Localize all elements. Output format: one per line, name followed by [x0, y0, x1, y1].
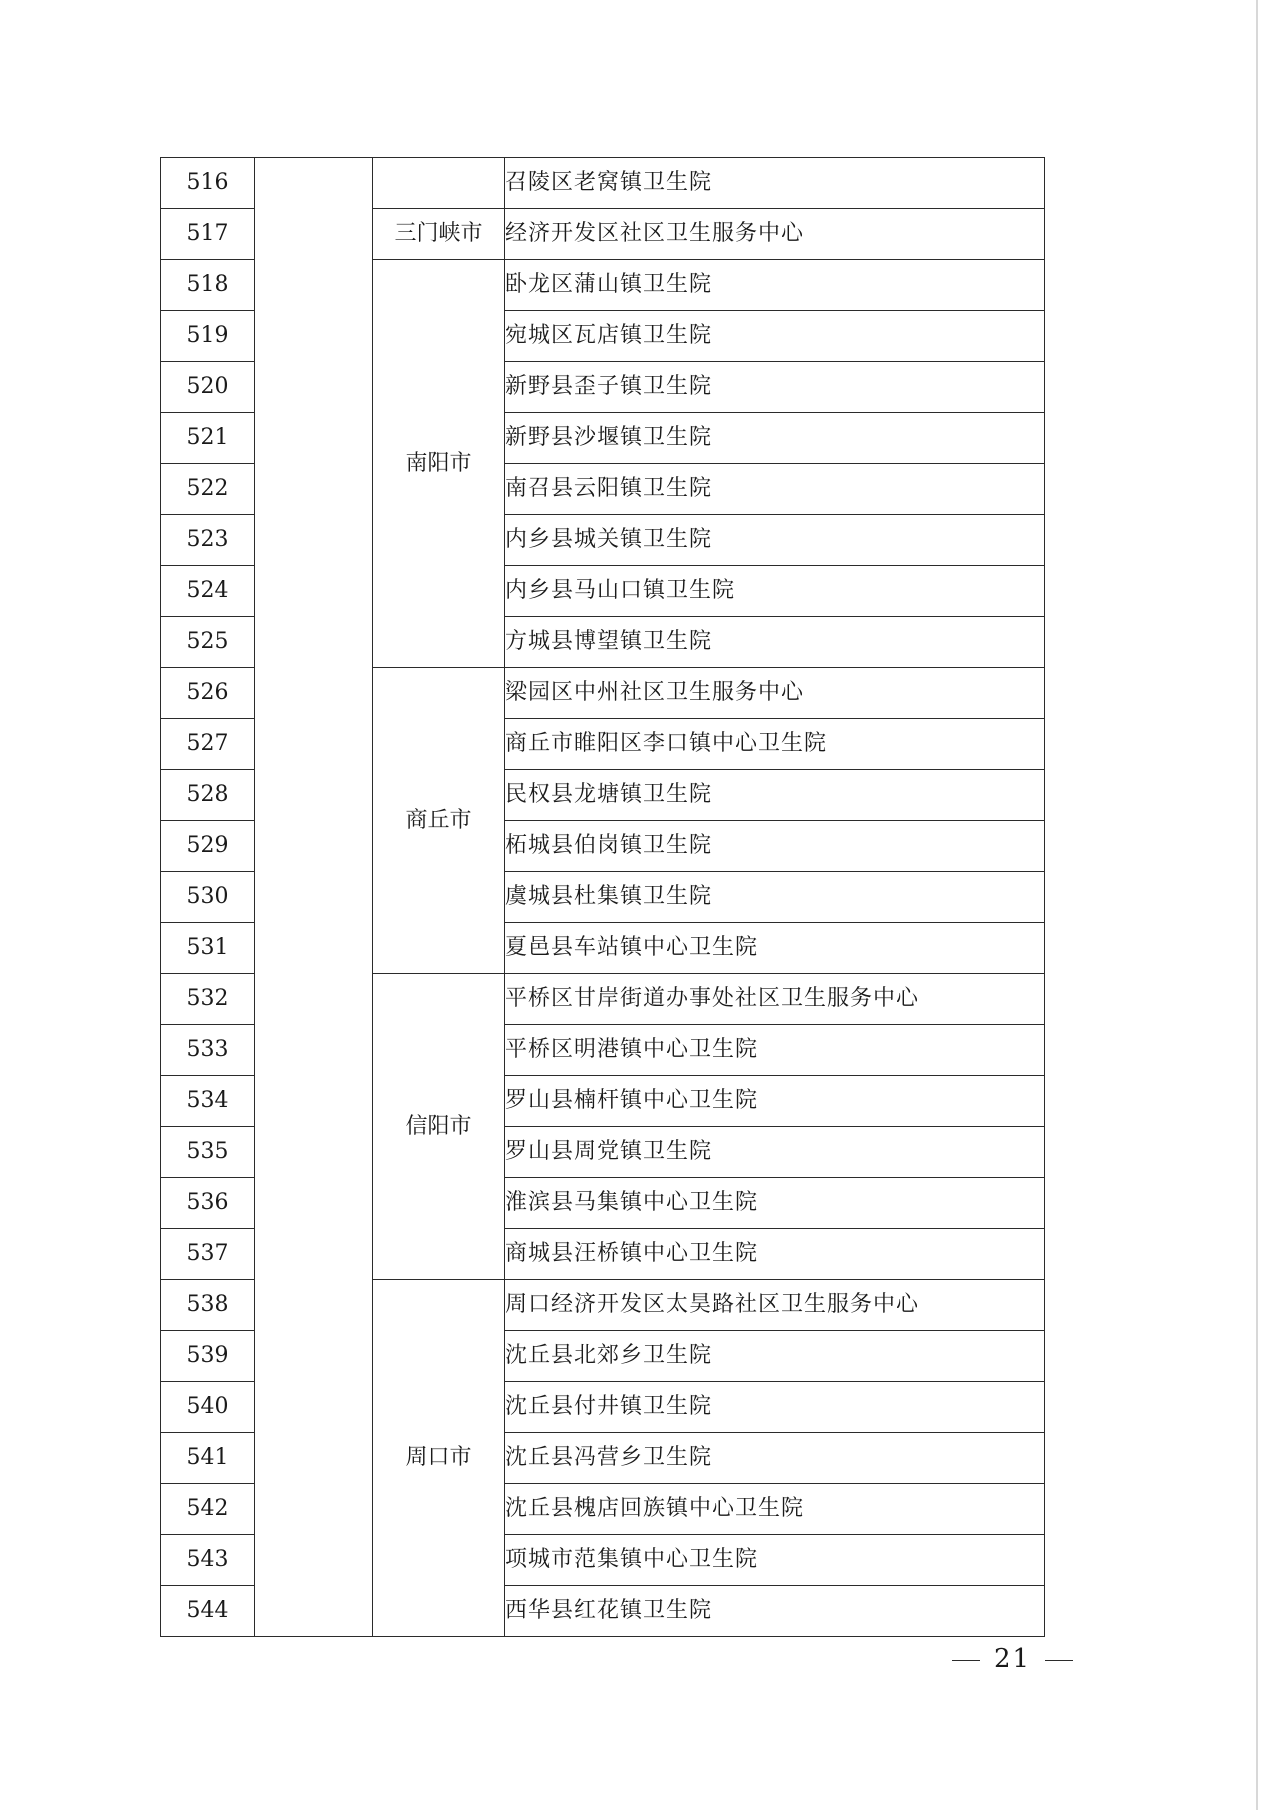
city-cell: 周口市 [373, 1280, 505, 1637]
institution-name: 淮滨县马集镇中心卫生院 [505, 1178, 1045, 1229]
city-cell: 南阳市 [373, 260, 505, 668]
row-number: 539 [161, 1331, 255, 1382]
institution-name: 南召县云阳镇卫生院 [505, 464, 1045, 515]
province-cell [255, 158, 373, 1637]
row-number: 524 [161, 566, 255, 617]
institution-name: 平桥区甘岸街道办事处社区卫生服务中心 [505, 974, 1045, 1025]
institution-name: 沈丘县北郊乡卫生院 [505, 1331, 1045, 1382]
page-edge [1256, 0, 1258, 1810]
table-row [161, 158, 1045, 209]
institution-name: 虞城县杜集镇卫生院 [505, 872, 1045, 923]
row-number: 517 [161, 209, 255, 260]
row-number: 536 [161, 1178, 255, 1229]
row-number: 525 [161, 617, 255, 668]
row-number: 542 [161, 1484, 255, 1535]
row-number: 544 [161, 1586, 255, 1637]
institution-name: 召陵区老窝镇卫生院 [505, 158, 1045, 209]
row-number: 523 [161, 515, 255, 566]
row-number: 526 [161, 668, 255, 719]
row-number: 527 [161, 719, 255, 770]
institution-name: 内乡县城关镇卫生院 [505, 515, 1045, 566]
institution-name: 项城市范集镇中心卫生院 [505, 1535, 1045, 1586]
institution-name: 平桥区明港镇中心卫生院 [505, 1025, 1045, 1076]
row-number: 537 [161, 1229, 255, 1280]
institution-name: 西华县红花镇卫生院 [505, 1586, 1045, 1637]
institution-name: 内乡县马山口镇卫生院 [505, 566, 1045, 617]
institution-name: 民权县龙塘镇卫生院 [505, 770, 1045, 821]
row-number: 520 [161, 362, 255, 413]
institution-name: 柘城县伯岗镇卫生院 [505, 821, 1045, 872]
row-number: 529 [161, 821, 255, 872]
city-cell: 信阳市 [373, 974, 505, 1280]
institution-name: 方城县博望镇卫生院 [505, 617, 1045, 668]
institution-name: 卧龙区蒲山镇卫生院 [505, 260, 1045, 311]
city-cell: 三门峡市 [373, 209, 505, 260]
page-number-value: 21 [994, 1644, 1032, 1674]
institution-name: 沈丘县付井镇卫生院 [505, 1382, 1045, 1433]
row-number: 540 [161, 1382, 255, 1433]
left-dash [952, 1660, 980, 1661]
institution-name: 周口经济开发区太昊路社区卫生服务中心 [505, 1280, 1045, 1331]
institution-name: 沈丘县冯营乡卫生院 [505, 1433, 1045, 1484]
city-cell-continued [373, 158, 505, 209]
row-number: 538 [161, 1280, 255, 1331]
institution-name: 新野县歪子镇卫生院 [505, 362, 1045, 413]
institution-name: 罗山县周党镇卫生院 [505, 1127, 1045, 1178]
row-number: 530 [161, 872, 255, 923]
row-number: 531 [161, 923, 255, 974]
institution-name: 夏邑县车站镇中心卫生院 [505, 923, 1045, 974]
institution-name: 沈丘县槐店回族镇中心卫生院 [505, 1484, 1045, 1535]
row-number: 518 [161, 260, 255, 311]
institution-name: 罗山县楠杆镇中心卫生院 [505, 1076, 1045, 1127]
row-number: 521 [161, 413, 255, 464]
row-number: 534 [161, 1076, 255, 1127]
row-number: 533 [161, 1025, 255, 1076]
row-number: 528 [161, 770, 255, 821]
institution-name: 商丘市睢阳区李口镇中心卫生院 [505, 719, 1045, 770]
city-cell: 商丘市 [373, 668, 505, 974]
row-number: 516 [161, 158, 255, 209]
institution-name: 经济开发区社区卫生服务中心 [505, 209, 1045, 260]
institution-name: 商城县汪桥镇中心卫生院 [505, 1229, 1045, 1280]
institution-name: 梁园区中州社区卫生服务中心 [505, 668, 1045, 719]
institution-table [160, 157, 1045, 1637]
institution-name: 新野县沙堰镇卫生院 [505, 413, 1045, 464]
row-number: 535 [161, 1127, 255, 1178]
row-number: 543 [161, 1535, 255, 1586]
institution-name: 宛城区瓦店镇卫生院 [505, 311, 1045, 362]
right-dash [1045, 1660, 1073, 1661]
row-number: 519 [161, 311, 255, 362]
page-number [938, 1644, 1087, 1674]
row-number: 522 [161, 464, 255, 515]
row-number: 541 [161, 1433, 255, 1484]
row-number: 532 [161, 974, 255, 1025]
